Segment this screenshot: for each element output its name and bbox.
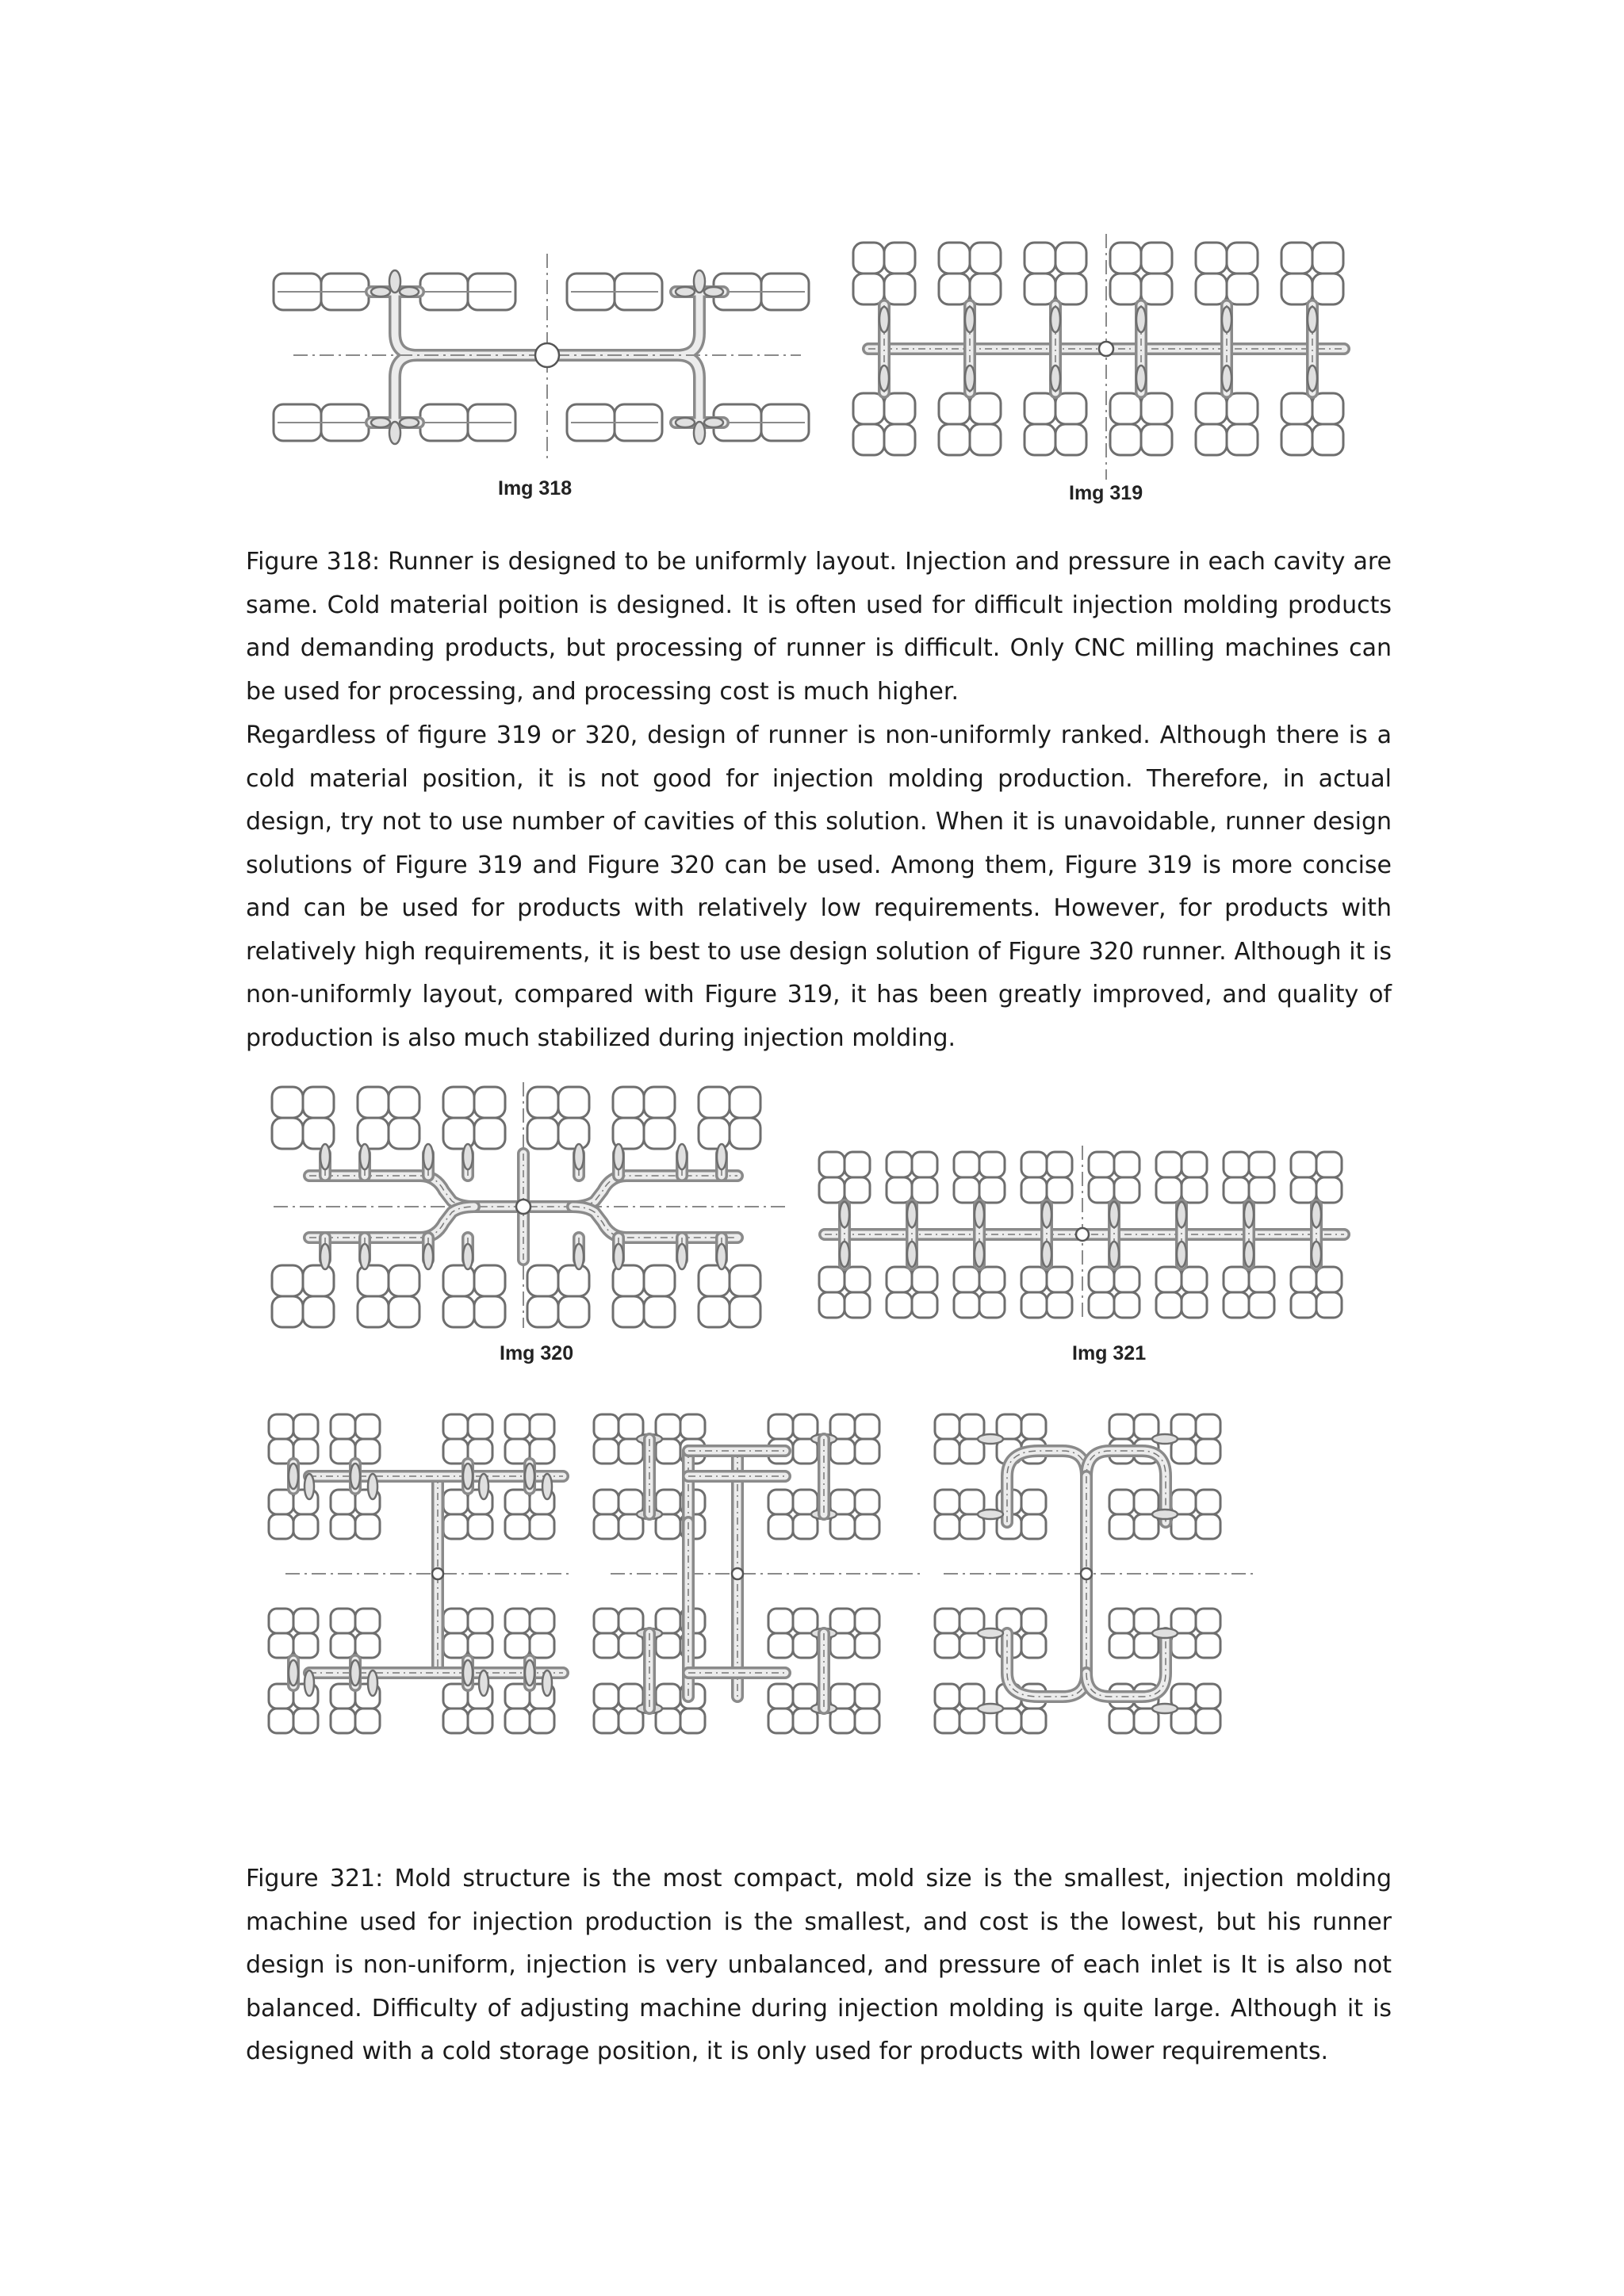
- gate: [304, 1670, 314, 1696]
- gate: [1152, 1434, 1178, 1444]
- cavity: [954, 1152, 1005, 1203]
- cavity: [830, 1609, 879, 1658]
- gate: [840, 1202, 849, 1227]
- cavity: [1291, 1152, 1342, 1203]
- gate: [423, 1144, 433, 1169]
- gate: [463, 1244, 473, 1269]
- gate: [1051, 307, 1060, 332]
- gate: [1109, 1242, 1119, 1267]
- gate: [978, 1434, 1003, 1444]
- cavity: [1171, 1684, 1220, 1733]
- sprue: [535, 343, 559, 367]
- gate: [423, 1244, 433, 1269]
- gate: [907, 1242, 917, 1267]
- gate: [320, 1144, 330, 1169]
- cavity: [1109, 1490, 1159, 1539]
- cavity: [656, 1609, 705, 1658]
- cavity: [1089, 1267, 1139, 1318]
- cavity: [443, 1414, 492, 1464]
- gate: [1244, 1202, 1254, 1227]
- cavity: [567, 404, 662, 441]
- gate: [1222, 365, 1231, 391]
- cavity: [420, 404, 515, 441]
- figure-img320: [262, 1074, 801, 1340]
- cavity: [1196, 243, 1258, 304]
- cavity: [1224, 1152, 1274, 1203]
- gate: [350, 1464, 360, 1489]
- cavity: [443, 1265, 505, 1327]
- cavity: [613, 1087, 675, 1149]
- figure-lower-diagrams: [262, 1403, 1388, 1808]
- sprue: [432, 1568, 443, 1579]
- cavity: [331, 1609, 380, 1658]
- cavity: [1109, 1609, 1159, 1658]
- gate: [1308, 307, 1317, 332]
- gate: [463, 1464, 473, 1489]
- figure-caption: Img 321: [1072, 1342, 1147, 1364]
- figure-caption: Img 319: [1069, 482, 1143, 504]
- cavity: [1281, 243, 1343, 304]
- gate: [289, 1660, 298, 1686]
- sprue: [732, 1568, 743, 1579]
- cavity: [830, 1414, 879, 1464]
- gate: [677, 1144, 687, 1169]
- cavity: [656, 1490, 705, 1539]
- cavity: [954, 1267, 1005, 1318]
- cavity: [1281, 393, 1343, 455]
- cavity: [1110, 393, 1172, 455]
- gate: [574, 1244, 584, 1269]
- cavity: [274, 404, 369, 441]
- figure-img318: [262, 222, 817, 476]
- gate: [717, 1144, 726, 1169]
- gate: [1152, 1510, 1178, 1519]
- figure-img319: [837, 226, 1392, 488]
- gate: [840, 1242, 849, 1267]
- cavity: [819, 1152, 870, 1203]
- cavity: [1291, 1267, 1342, 1318]
- gate: [368, 1474, 377, 1499]
- gate: [1136, 365, 1146, 391]
- gate: [975, 1242, 984, 1267]
- gate: [1312, 1202, 1321, 1227]
- gate: [360, 1244, 370, 1269]
- gate: [320, 1244, 330, 1269]
- cavity: [505, 1414, 554, 1464]
- cavity: [1089, 1152, 1139, 1203]
- cavity: [1025, 393, 1086, 455]
- gate: [677, 1244, 687, 1269]
- gate: [304, 1474, 314, 1499]
- figure-caption: Img 320: [500, 1342, 574, 1364]
- cavity: [272, 1265, 334, 1327]
- cavity: [1171, 1490, 1220, 1539]
- cavity: [269, 1414, 318, 1464]
- cavity: [819, 1267, 870, 1318]
- sprue: [516, 1200, 530, 1214]
- cavity: [935, 1490, 984, 1539]
- cavity: [527, 1087, 589, 1149]
- gate: [879, 365, 889, 391]
- sprue: [1076, 1228, 1089, 1241]
- cavity: [443, 1087, 505, 1149]
- cavity: [935, 1609, 984, 1658]
- cavity: [1025, 243, 1086, 304]
- gate: [463, 1144, 473, 1169]
- gate: [525, 1660, 534, 1686]
- cavity: [656, 1684, 705, 1733]
- gate: [360, 1144, 370, 1169]
- cavity: [269, 1609, 318, 1658]
- cavity: [887, 1152, 937, 1203]
- cavity: [935, 1414, 984, 1464]
- gate: [1244, 1242, 1254, 1267]
- cavity: [443, 1609, 492, 1658]
- cavity: [830, 1490, 879, 1539]
- gate: [978, 1510, 1003, 1519]
- gate: [479, 1670, 488, 1696]
- paragraph-figures-319-320: Regardless of figure 319 or 320, design of runner is non-uniformly ranked. Although there is a cold material position, it is not good for injection molding production. Therefore, in actual design, try not to use number of cavities of this solution. When it is unavoidable, runner design solutions of Figure 319 and Figure 320 can be used. Among them, Figure 319 is more concise and can be used for products with relatively low requirements. However, for products with relatively high requirements, it is best to use design solution of Figure 320 runner. Although it is non-uniformly layout, compared with Figure 319, it has been greatly improved, and quality of production is also much stabilized during injection molding.: [246, 721, 1392, 1052]
- gate: [1109, 1202, 1119, 1227]
- gate: [614, 1244, 623, 1269]
- cavity: [1021, 1267, 1072, 1318]
- gate: [975, 1202, 984, 1227]
- cavity: [613, 1265, 675, 1327]
- cavity: [420, 274, 515, 310]
- cavity: [935, 1684, 984, 1733]
- cavity: [358, 1265, 419, 1327]
- gate: [907, 1202, 917, 1227]
- paragraph-figure-321: Figure 321: Mold structure is the most compact, mold size is the smallest, injection molding machine used for injection production is the smallest, and cost is the lowest, but his runner design is non-uniform, injection is very unbalanced, and pressure of each inlet is It is also not balanced. Difficulty of adjusting machine during injection molding is quite large. Although it is designed with a cold storage position, it is only used for products with lower requirements.: [246, 1865, 1392, 2065]
- cavity: [527, 1265, 589, 1327]
- cavity: [1171, 1609, 1220, 1658]
- gate: [1051, 365, 1060, 391]
- gate: [525, 1464, 534, 1489]
- cavity: [853, 393, 915, 455]
- figure-caption: Img 318: [498, 477, 573, 499]
- gate: [542, 1474, 552, 1499]
- cavity: [1156, 1152, 1207, 1203]
- cavity: [594, 1609, 643, 1658]
- gate: [368, 1670, 377, 1696]
- cavity: [768, 1490, 818, 1539]
- gate: [1177, 1202, 1186, 1227]
- gate: [965, 365, 975, 391]
- gate: [965, 307, 975, 332]
- gate: [1308, 365, 1317, 391]
- gate: [717, 1244, 726, 1269]
- cavity: [768, 1609, 818, 1658]
- cavity: [1224, 1267, 1274, 1318]
- cavity: [939, 393, 1001, 455]
- cavity: [274, 274, 369, 310]
- gate: [1042, 1202, 1051, 1227]
- gate: [479, 1474, 488, 1499]
- gate: [574, 1144, 584, 1169]
- sprue: [1099, 342, 1113, 356]
- cavity: [887, 1267, 937, 1318]
- cavity: [358, 1087, 419, 1149]
- cavity: [272, 1087, 334, 1149]
- gate: [879, 307, 889, 332]
- gate: [614, 1144, 623, 1169]
- gate: [463, 1660, 473, 1686]
- gate: [542, 1670, 552, 1696]
- cavity: [505, 1609, 554, 1658]
- cavity: [853, 243, 915, 304]
- gate: [1152, 1628, 1178, 1638]
- gate: [1042, 1242, 1051, 1267]
- figure-img321: [805, 1142, 1376, 1324]
- cavity: [594, 1414, 643, 1464]
- cavity: [768, 1684, 818, 1733]
- cavity: [1156, 1267, 1207, 1318]
- cavity: [830, 1684, 879, 1733]
- paragraph-figure-318: Figure 318: Runner is designed to be uniformly layout. Injection and pressure in each cavity are same. Cold material poition is designed. It is often used for difficult injection molding products and demanding products, but processing of runner is difficult. Only CNC milling machines can be used for processing, and processing cost is much higher.: [246, 548, 1392, 706]
- cavity: [699, 1265, 760, 1327]
- cavity: [567, 274, 662, 310]
- cavity: [1110, 243, 1172, 304]
- gate: [1222, 307, 1231, 332]
- cavity: [594, 1490, 643, 1539]
- gate: [289, 1464, 298, 1489]
- cavity: [699, 1087, 760, 1149]
- cavity: [939, 243, 1001, 304]
- gate: [350, 1660, 360, 1686]
- gate: [978, 1628, 1003, 1638]
- sprue: [1081, 1568, 1092, 1579]
- cavity: [1021, 1152, 1072, 1203]
- cavity: [594, 1684, 643, 1733]
- cavity: [331, 1414, 380, 1464]
- gate: [1136, 307, 1146, 332]
- gate: [1177, 1242, 1186, 1267]
- gate: [1152, 1704, 1178, 1713]
- gate: [1312, 1242, 1321, 1267]
- cavity: [1171, 1414, 1220, 1464]
- gate: [978, 1704, 1003, 1713]
- cavity: [1196, 393, 1258, 455]
